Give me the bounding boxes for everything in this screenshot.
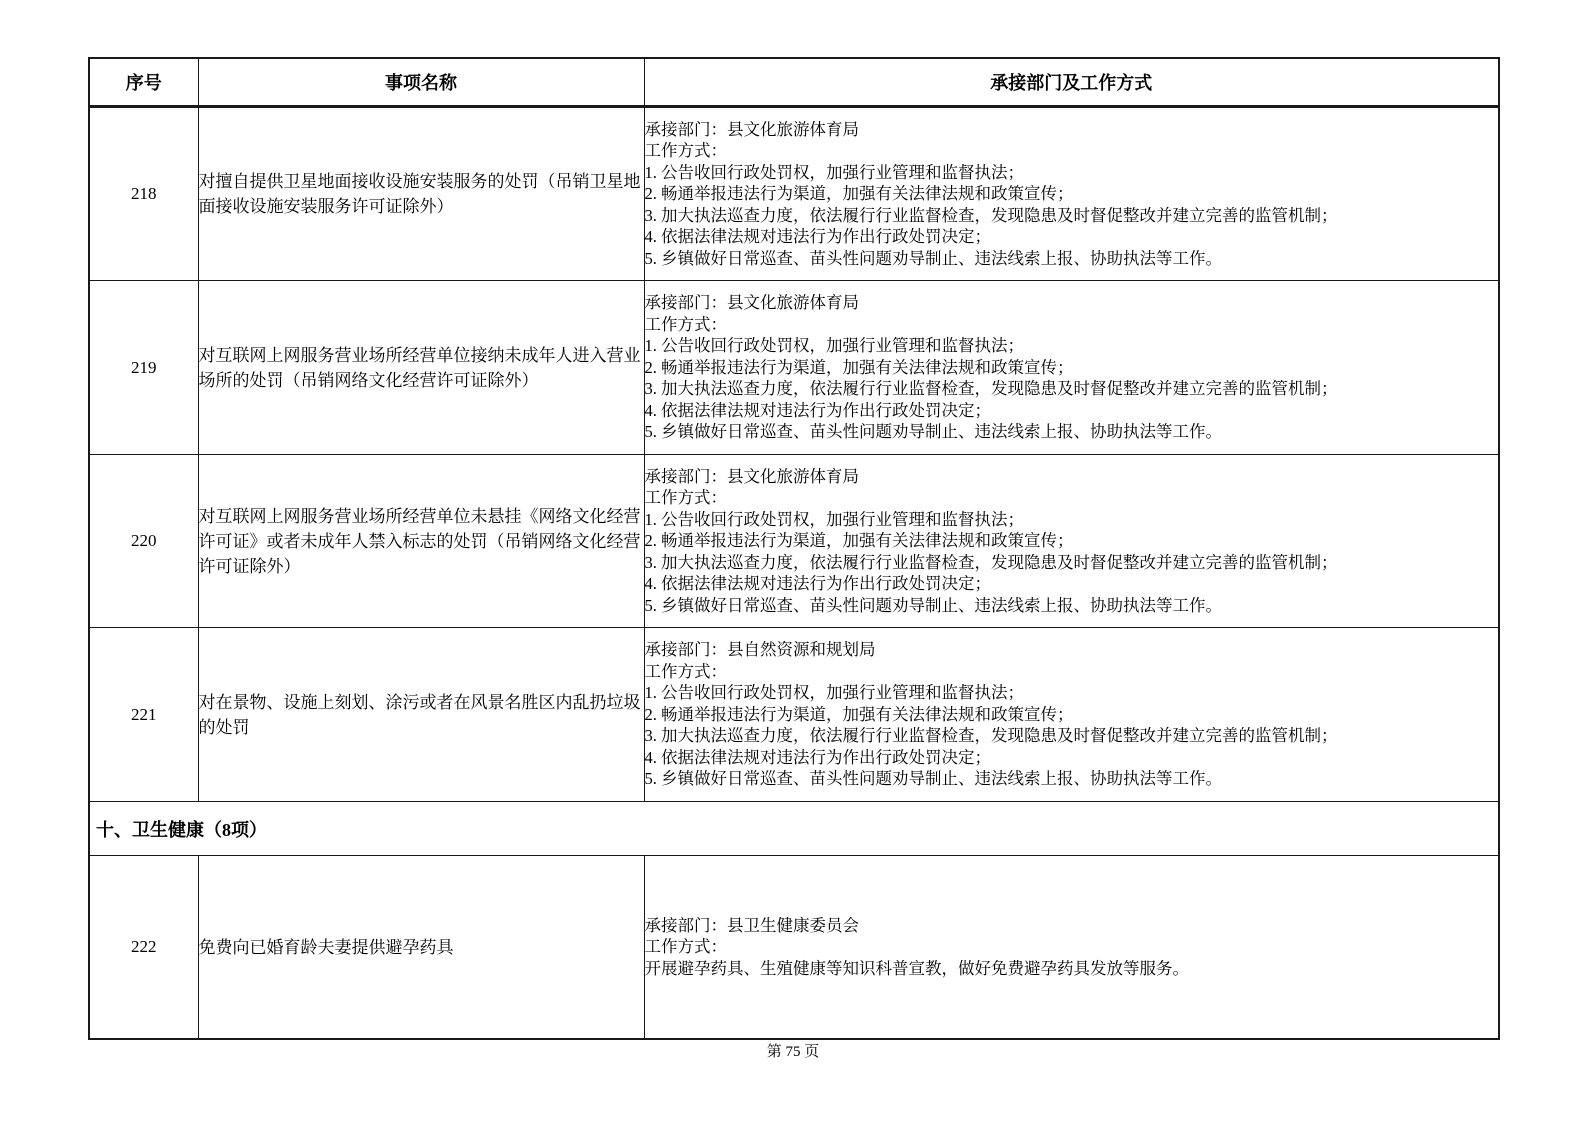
- detail-line: 4. 依据法律法规对违法行为作出行政处罚决定；: [644, 227, 991, 247]
- row-222-serial: 222: [89, 856, 198, 1040]
- row-221-serial: 221: [89, 628, 198, 802]
- table-row-218: [89, 107, 1499, 281]
- row-218-item-name: 对擅自提供卫星地面接收设施安装服务的处罚（吊销卫星地面接收设施安装服务许可证除外）: [198, 107, 644, 281]
- detail-line: 承接部门：县自然资源和规划局: [644, 640, 876, 660]
- row-222-item-name: 免费向已婚育龄夫妻提供避孕药具: [198, 856, 644, 1040]
- detail-line: 工作方式：: [644, 937, 727, 957]
- row-220-detail: [644, 455, 1499, 628]
- section-title: 十、卫生健康（8项）: [89, 802, 1499, 856]
- table-row-221: [89, 628, 1499, 802]
- detail-line: 4. 依据法律法规对违法行为作出行政处罚决定；: [644, 574, 991, 594]
- detail-line: 4. 依据法律法规对违法行为作出行政处罚决定；: [644, 747, 991, 767]
- header-cell-serial: 序号: [89, 58, 198, 107]
- detail-line: 工作方式：: [644, 141, 727, 161]
- detail-line: 承接部门：县文化旅游体育局: [644, 119, 859, 139]
- section-header-row: [89, 802, 1499, 856]
- detail-line: 4. 依据法律法规对违法行为作出行政处罚决定；: [644, 400, 991, 420]
- detail-line: 5. 乡镇做好日常巡查、苗头性问题劝导制止、违法线索上报、协助执法等工作。: [644, 422, 1222, 442]
- table-header-row: [89, 58, 1499, 107]
- detail-line: 1. 公告收回行政处罚权，加强行业管理和监督执法；: [644, 162, 1024, 182]
- detail-line: 5. 乡镇做好日常巡查、苗头性问题劝导制止、违法线索上报、协助执法等工作。: [644, 248, 1222, 268]
- detail-line: 工作方式：: [644, 314, 727, 334]
- detail-line: 2. 畅通举报违法行为渠道，加强有关法律法规和政策宣传；: [644, 184, 1074, 204]
- detail-line: 2. 畅通举报违法行为渠道，加强有关法律法规和政策宣传；: [644, 357, 1074, 377]
- page-number: 第 75 页: [766, 1044, 820, 1060]
- detail-line: 2. 畅通举报违法行为渠道，加强有关法律法规和政策宣传；: [644, 531, 1074, 551]
- row-218-serial: 218: [89, 107, 198, 281]
- detail-line: 3. 加大执法巡查力度，依法履行行业监督检查，发现隐患及时督促整改并建立完善的监管机制；: [644, 552, 1338, 572]
- detail-line: 承接部门：县文化旅游体育局: [644, 293, 859, 313]
- detail-line: 承接部门：县卫生健康委员会: [644, 915, 859, 935]
- row-220-item-name: 对互联网上网服务营业场所经营单位未悬挂《网络文化经营许可证》或者未成年人禁入标志的处罚（吊销网络文化经营许可证除外）: [198, 455, 644, 628]
- detail-line: 5. 乡镇做好日常巡查、苗头性问题劝导制止、违法线索上报、协助执法等工作。: [644, 769, 1222, 789]
- row-222-detail: [644, 856, 1499, 1040]
- detail-line: 3. 加大执法巡查力度，依法履行行业监督检查，发现隐患及时督促整改并建立完善的监管机制；: [644, 205, 1338, 225]
- detail-line: 工作方式：: [644, 661, 727, 681]
- detail-line: 1. 公告收回行政处罚权，加强行业管理和监督执法；: [644, 336, 1024, 356]
- detail-line: 承接部门：县文化旅游体育局: [644, 466, 859, 486]
- detail-line: 3. 加大执法巡查力度，依法履行行业监督检查，发现隐患及时督促整改并建立完善的监管机制；: [644, 726, 1338, 746]
- table-row-220: [89, 455, 1499, 628]
- table-row-219: [89, 281, 1499, 455]
- header-cell-item-name: 事项名称: [198, 58, 644, 107]
- row-221-detail: [644, 628, 1499, 802]
- row-220-serial: 220: [89, 455, 198, 628]
- items-table: [88, 57, 1500, 1040]
- detail-line: 工作方式：: [644, 488, 727, 508]
- detail-line: 1. 公告收回行政处罚权，加强行业管理和监督执法；: [644, 683, 1024, 703]
- detail-line: 2. 畅通举报违法行为渠道，加强有关法律法规和政策宣传；: [644, 704, 1074, 724]
- table-row-222: [89, 856, 1499, 1040]
- row-221-item-name: 对在景物、设施上刻划、涂污或者在风景名胜区内乱扔垃圾的处罚: [198, 628, 644, 802]
- row-219-detail: [644, 281, 1499, 455]
- detail-line: 3. 加大执法巡查力度，依法履行行业监督检查，发现隐患及时督促整改并建立完善的监管机制；: [644, 379, 1338, 399]
- detail-line: 开展避孕药具、生殖健康等知识科普宣教，做好免费避孕药具发放等服务。: [644, 958, 1189, 978]
- row-218-detail: [644, 107, 1499, 281]
- row-219-item-name: 对互联网上网服务营业场所经营单位接纳未成年人进入营业场所的处罚（吊销网络文化经营许可证除外）: [198, 281, 644, 455]
- row-219-serial: 219: [89, 281, 198, 455]
- detail-line: 1. 公告收回行政处罚权，加强行业管理和监督执法；: [644, 509, 1024, 529]
- header-cell-department: 承接部门及工作方式: [644, 58, 1499, 107]
- detail-line: 5. 乡镇做好日常巡查、苗头性问题劝导制止、违法线索上报、协助执法等工作。: [644, 595, 1222, 615]
